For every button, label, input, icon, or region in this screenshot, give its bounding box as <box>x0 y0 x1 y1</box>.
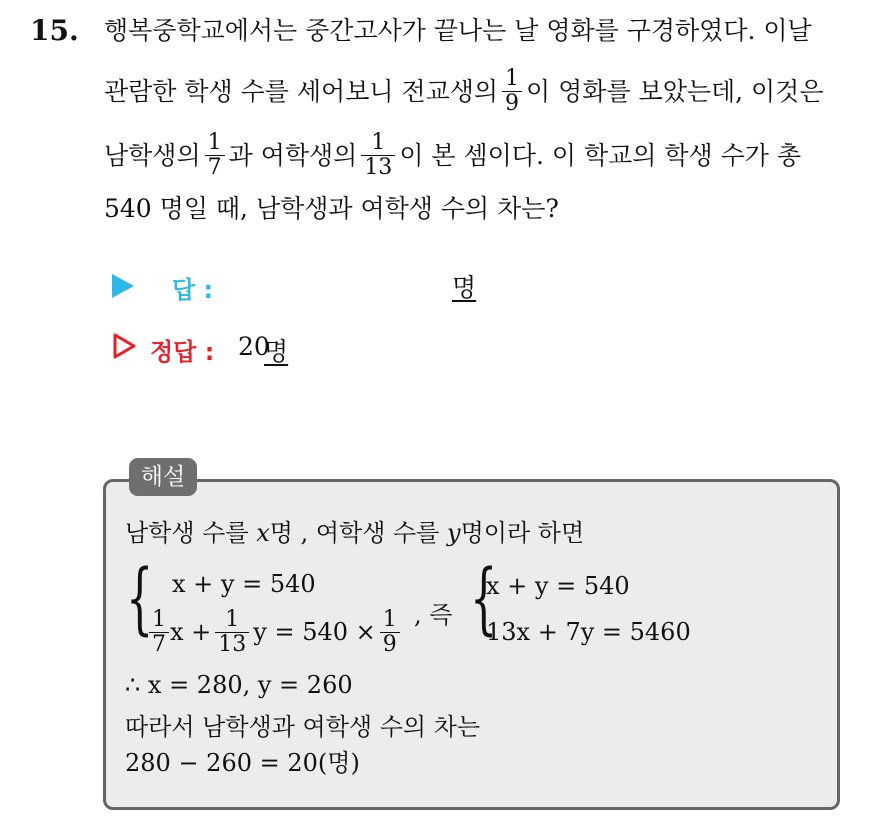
correct-label: 정답 : <box>150 338 215 366</box>
solution-line-1: 남학생 수를 x명 , 여학생 수를 y명이라 하면 <box>125 519 585 547</box>
fraction-one-thirteenth: $\frac{1}{13}$ <box>361 131 395 178</box>
system-2-equation-1: x + y = 540 <box>486 572 630 600</box>
system-2-equation-2: 13x + 7y = 5460 <box>486 618 691 646</box>
question-number: 15. <box>30 14 79 47</box>
system-1-equation-2: $\frac{1}{7}$ x + $\frac{1}{13}$ y = 540 × $\frac{1}{9}$ <box>148 604 404 660</box>
question-line-3-start: 남학생의 <box>104 140 201 170</box>
connector-text: , 즉 <box>414 601 453 629</box>
question-line-3 <box>104 124 801 186</box>
question-line-3-middle: 과 여학생의 <box>228 140 358 170</box>
question-line-4: 540 명일 때, 남학생과 여학생 수의 차는? <box>104 194 559 223</box>
question-line-1: 행복중학교에서는 중간고사가 끝나는 날 영화를 구경하였다. 이날 <box>104 16 812 45</box>
question-line-2-start: 관람한 학생 수를 세어보니 전교생의 <box>104 76 499 106</box>
solution-line-4: 따라서 남학생과 여학생 수의 차는 <box>125 713 481 741</box>
correct-unit: 명 <box>264 337 289 366</box>
answer-unit: 명 <box>452 273 477 302</box>
correct-triangle-icon <box>112 332 138 360</box>
answer-arrow-icon <box>112 274 134 298</box>
correct-value: 20 <box>238 332 270 361</box>
fraction-one-ninth: $\frac{1}{9}$ <box>502 67 522 114</box>
question-line-3-end: 이 본 셈이다. 이 학교의 학생 수가 총 <box>399 140 801 170</box>
answer-label: 답 : <box>172 276 214 304</box>
left-brace-1: { <box>126 554 154 644</box>
left-brace-2: { <box>470 554 498 644</box>
solution-line-5: 280 − 260 = 20(명) <box>125 749 360 777</box>
question-line-2 <box>104 60 824 122</box>
fraction-one-seventh: $\frac{1}{7}$ <box>205 131 225 178</box>
system-1-equation-1: x + y = 540 <box>172 570 316 598</box>
solution-therefore: ∴ x = 280, y = 260 <box>125 671 353 699</box>
question-line-2-end: 이 영화를 보았는데, 이것은 <box>526 76 824 106</box>
solution-tag: 해설 <box>129 458 197 496</box>
